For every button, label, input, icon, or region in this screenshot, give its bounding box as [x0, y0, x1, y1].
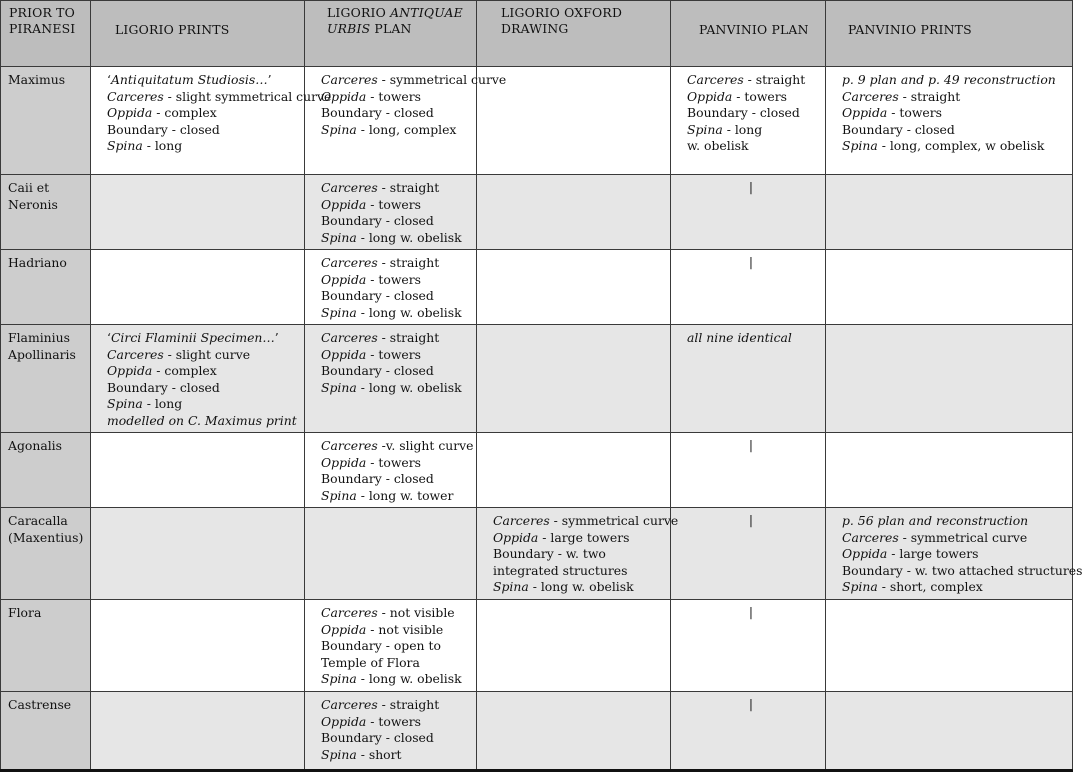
- italic-text: Spina: [842, 138, 878, 154]
- cell-line: [321, 330, 472, 347]
- cell-line: [321, 697, 472, 714]
- text-run: - long w. obelisk: [356, 671, 462, 687]
- text-run: - towers: [887, 105, 943, 121]
- cell-line: [321, 747, 472, 764]
- italic-text: Carceres: [321, 330, 378, 345]
- italic-text: Spina: [107, 396, 143, 412]
- table-row-caii-et-neronis: [1, 175, 1073, 250]
- cell-oxford-drawing: [477, 250, 671, 325]
- text-run: LIGORIO OXFORD DRAWING: [501, 5, 623, 36]
- text-run: Boundary - closed: [321, 213, 434, 229]
- text-run: - symmetrical curve: [377, 72, 507, 87]
- italic-text: Oppida: [321, 88, 367, 104]
- cell-line: [321, 488, 472, 505]
- cell-antiquae-urbis-plan: [305, 325, 477, 433]
- cell-line: [107, 330, 300, 347]
- row-label: Flora: [1, 600, 91, 692]
- italic-text: Spina: [842, 579, 878, 595]
- cell-antiquae-urbis-plan: [305, 175, 477, 250]
- header-ligorio-prints: [91, 1, 305, 67]
- italic-text: Carceres: [842, 529, 899, 545]
- italic-text: ANTIQUAE URBIS: [327, 5, 463, 36]
- cell-line: [107, 396, 300, 413]
- text-run: - not visible: [366, 621, 444, 637]
- italic-text: Carceres: [107, 88, 164, 104]
- text-run: - complex: [152, 363, 217, 379]
- text-run: - symmetrical curve: [898, 529, 1028, 545]
- text-run: Boundary - open to: [321, 638, 441, 654]
- cell-panvinio-plan: [671, 67, 826, 175]
- cell-line: [107, 105, 300, 122]
- cell-line: [321, 605, 472, 622]
- text-run: Boundary - closed: [687, 105, 800, 121]
- cell-line: [321, 180, 472, 197]
- cell-line: [321, 105, 472, 122]
- italic-text: Oppida: [321, 713, 367, 729]
- header-panvinio-prints: [826, 1, 1073, 67]
- cell-panvinio-plan: [671, 508, 826, 600]
- text-run: - not visible: [377, 605, 455, 620]
- italic-text: Carceres: [321, 697, 378, 712]
- italic-text: Oppida: [107, 105, 153, 121]
- text-run: -v. slight curve: [377, 438, 474, 453]
- text-run: - straight: [377, 697, 440, 712]
- text-run: Boundary - closed: [842, 121, 955, 137]
- cell-panvinio-prints: [826, 67, 1073, 175]
- text-run: - straight: [377, 255, 440, 270]
- cell-line: [842, 89, 1068, 106]
- text-run: - straight: [377, 330, 440, 345]
- text-run: - long w. obelisk: [356, 229, 462, 245]
- text-run: w. obelisk: [687, 138, 749, 154]
- text-run: - towers: [366, 271, 422, 287]
- cell-line: [493, 513, 679, 530]
- cell-antiquae-urbis-plan: [305, 692, 477, 771]
- italic-text: Spina: [493, 579, 529, 595]
- row-label: Maximus: [1, 67, 91, 175]
- italic-text: Carceres: [321, 255, 378, 270]
- text-run: - slight curve: [163, 346, 251, 362]
- cell-line: [687, 72, 821, 89]
- italic-text: modelled on C. Maximus print: [107, 412, 297, 428]
- italic-text: Oppida: [321, 621, 367, 637]
- cell-line: [321, 622, 472, 639]
- italic-text: Carceres: [493, 513, 550, 528]
- cell-line: [321, 714, 472, 731]
- table-row-flora: [1, 600, 1073, 692]
- cell-line: [321, 730, 472, 747]
- text-run: - short, complex: [877, 579, 983, 595]
- text-run: - long w. obelisk: [528, 579, 634, 595]
- header-panvinio-plan: [671, 1, 826, 67]
- cell-line: [687, 138, 821, 155]
- text-run: - long: [142, 396, 183, 412]
- cell-antiquae-urbis-plan: [305, 67, 507, 175]
- cell-line: [842, 122, 1068, 139]
- text-run: Boundary - closed: [107, 121, 220, 137]
- cell-ligorio-prints: [91, 67, 332, 175]
- italic-text: Oppida: [107, 363, 153, 379]
- cell-line: [321, 288, 472, 305]
- cell-line: [321, 438, 472, 455]
- italic-text: Spina: [321, 671, 357, 687]
- text-run: Temple of Flora: [321, 654, 420, 670]
- text-run: ’: [267, 72, 272, 87]
- table-row-caracalla: [1, 508, 1073, 600]
- text-run: PLAN: [370, 21, 412, 36]
- text-run: Boundary - closed: [107, 379, 220, 395]
- text-run: - large towers: [538, 529, 630, 545]
- cell-panvinio-plan: [671, 433, 826, 508]
- cell-line: [107, 138, 300, 155]
- cell-line: [321, 255, 472, 272]
- text-run: PRIOR TO PIRANESI: [9, 5, 76, 36]
- text-run: ’: [274, 330, 279, 345]
- text-run: Boundary - closed: [321, 471, 434, 487]
- cell-ligorio-prints: [91, 250, 305, 325]
- italic-text: p. 9 plan and p. 49 reconstruction: [842, 72, 1056, 87]
- row-label: Agonalis: [1, 433, 91, 508]
- cell-line: [107, 88, 332, 106]
- cell-oxford-drawing: [477, 600, 671, 692]
- text-run: - long: [722, 121, 763, 137]
- italic-text: Carceres: [687, 72, 744, 87]
- cell-antiquae-urbis-plan: [305, 600, 477, 692]
- text-run: - long w. obelisk: [356, 304, 462, 320]
- text-run: Boundary - closed: [321, 105, 434, 121]
- italic-text: Spina: [321, 304, 357, 320]
- row-label: Castrense: [1, 692, 91, 771]
- tick-mark: |: [748, 254, 754, 269]
- cell-line: [107, 413, 300, 430]
- text-run: LIGORIO PRINTS: [115, 22, 230, 37]
- text-run: - long w. tower: [356, 487, 454, 503]
- cell-panvinio-plan: [671, 325, 826, 433]
- text-run: - straight: [898, 88, 961, 104]
- italic-text: Carceres: [321, 180, 378, 195]
- cell-ligorio-prints: [91, 692, 305, 771]
- table-row-flaminius-apollinaris: [1, 325, 1073, 433]
- cell-panvinio-plan: [671, 175, 826, 250]
- italic-text: all nine identical: [687, 330, 792, 345]
- italic-text: Spina: [321, 121, 357, 137]
- cell-ligorio-prints: [91, 433, 305, 508]
- text-run: ‘: [107, 330, 111, 345]
- italic-text: Carceres: [107, 346, 164, 362]
- header-row: [1, 1, 1073, 67]
- italic-text: Carceres: [321, 605, 378, 620]
- cell-line: [321, 272, 472, 289]
- cell-ligorio-prints: [91, 508, 305, 600]
- table-row-castrense: [1, 692, 1073, 771]
- text-run: - towers: [366, 346, 422, 362]
- cell-panvinio-prints: [826, 600, 1073, 692]
- cell-antiquae-urbis-plan: [305, 508, 477, 600]
- text-run: Boundary - closed: [321, 730, 434, 746]
- cell-line: [321, 122, 472, 139]
- cell-line: [321, 197, 472, 214]
- text-run: - towers: [366, 88, 422, 104]
- cell-line: [321, 638, 472, 655]
- text-run: - towers: [366, 713, 422, 729]
- text-run: - long w. obelisk: [356, 379, 462, 395]
- cell-line: [842, 579, 1068, 596]
- cell-line: [107, 72, 300, 89]
- cell-line: [842, 562, 1082, 580]
- italic-text: Oppida: [321, 271, 367, 287]
- cell-oxford-drawing: [477, 508, 679, 600]
- cell-panvinio-plan: [671, 250, 826, 325]
- cell-line: [493, 530, 666, 547]
- text-run: ‘: [107, 72, 111, 87]
- cell-line: [321, 363, 472, 380]
- cell-line: [493, 579, 666, 596]
- italic-text: Oppida: [321, 346, 367, 362]
- table-row-maximus: [1, 67, 1073, 175]
- cell-line: [321, 89, 472, 106]
- italic-text: Antiquitatum Studiosis…: [110, 72, 268, 87]
- italic-text: Oppida: [321, 196, 367, 212]
- text-run: - short: [356, 746, 402, 762]
- text-run: PANVINIO PLAN: [699, 22, 809, 37]
- cell-line: [321, 471, 472, 488]
- text-run: - towers: [732, 88, 788, 104]
- cell-line: [321, 347, 472, 364]
- italic-text: Spina: [687, 121, 723, 137]
- text-run: - complex: [152, 105, 217, 121]
- cell-panvinio-prints: [826, 175, 1073, 250]
- header-prior-to-piranesi: [1, 1, 91, 67]
- cell-line: [687, 105, 821, 122]
- cell-line: [493, 546, 666, 563]
- cell-line: [321, 305, 472, 322]
- cell-line: [842, 546, 1068, 563]
- text-run: - slight symmetrical curve: [163, 88, 332, 104]
- cell-line: [842, 513, 1068, 530]
- text-run: - straight: [743, 72, 806, 87]
- italic-text: Oppida: [842, 546, 888, 562]
- cell-line: [321, 455, 472, 472]
- italic-text: Carceres: [842, 88, 899, 104]
- cell-panvinio-prints: [826, 250, 1073, 325]
- row-label: Flaminius Apollinaris: [1, 325, 91, 433]
- cell-line: [687, 89, 821, 106]
- text-run: LIGORIO: [327, 5, 391, 20]
- cell-line: [107, 363, 300, 380]
- cell-oxford-drawing: [477, 175, 671, 250]
- italic-text: Oppida: [842, 105, 888, 121]
- row-label: Hadriano: [1, 250, 91, 325]
- text-run: - towers: [366, 196, 422, 212]
- row-label: Caracalla (Maxentius): [1, 508, 91, 600]
- cell-panvinio-plan: [671, 692, 826, 771]
- text-run: - long, complex: [356, 121, 457, 137]
- cell-oxford-drawing: [477, 433, 671, 508]
- table-row-agonalis: [1, 433, 1073, 508]
- cell-line: [107, 347, 300, 364]
- tick-mark: |: [748, 512, 754, 527]
- cell-panvinio-prints: [826, 325, 1073, 433]
- cell-panvinio-prints: [826, 508, 1082, 600]
- cell-line: [107, 122, 300, 139]
- italic-text: Oppida: [493, 529, 539, 545]
- italic-text: Circi Flaminii Specimen…: [110, 330, 275, 345]
- cell-line: [321, 72, 507, 89]
- italic-text: Spina: [321, 379, 357, 395]
- cell-line: [321, 671, 472, 688]
- cell-ligorio-prints: [91, 325, 305, 433]
- cell-line: [842, 105, 1068, 122]
- text-run: - towers: [366, 454, 422, 470]
- cell-line: [107, 380, 300, 397]
- text-run: Boundary - closed: [321, 288, 434, 304]
- cell-line: [493, 563, 666, 580]
- cell-panvinio-prints: [826, 433, 1073, 508]
- cell-panvinio-prints: [826, 692, 1073, 771]
- text-run: - long, complex, w obelisk: [877, 138, 1045, 154]
- cell-line: [842, 138, 1068, 155]
- text-run: PANVINIO PRINTS: [848, 22, 972, 37]
- text-run: integrated structures: [493, 562, 628, 578]
- italic-text: Spina: [321, 487, 357, 503]
- italic-text: Oppida: [687, 88, 733, 104]
- text-run: - long: [142, 138, 183, 154]
- cell-ligorio-prints: [91, 175, 305, 250]
- tick-mark: |: [748, 179, 754, 194]
- header-ligorio-antiquae-urbis-plan: [305, 1, 477, 67]
- italic-text: p. 56 plan and reconstruction: [842, 513, 1029, 528]
- cell-line: [321, 213, 472, 230]
- text-run: - symmetrical curve: [549, 513, 679, 528]
- cell-ligorio-prints: [91, 600, 305, 692]
- text-run: Boundary - w. two attached structures: [842, 562, 1082, 578]
- cell-line: [842, 530, 1068, 547]
- italic-text: Oppida: [321, 454, 367, 470]
- cell-antiquae-urbis-plan: [305, 250, 477, 325]
- cell-line: [321, 655, 472, 672]
- cell-line: [842, 72, 1068, 89]
- table-row-hadriano: [1, 250, 1073, 325]
- italic-text: Carceres: [321, 72, 378, 87]
- cell-panvinio-plan: [671, 600, 826, 692]
- cell-line: [687, 122, 821, 139]
- cell-oxford-drawing: [477, 692, 671, 771]
- text-run: - straight: [377, 180, 440, 195]
- cell-line: [687, 330, 821, 347]
- row-label: Caii et Neronis: [1, 175, 91, 250]
- header-ligorio-oxford-drawing: [477, 1, 671, 67]
- tick-mark: |: [748, 437, 754, 452]
- cell-oxford-drawing: [477, 325, 671, 433]
- cell-line: [321, 380, 472, 397]
- italic-text: Carceres: [321, 438, 378, 453]
- tick-mark: |: [748, 696, 754, 711]
- italic-text: Spina: [321, 229, 357, 245]
- italic-text: Spina: [321, 746, 357, 762]
- cell-line: [321, 230, 472, 247]
- cell-antiquae-urbis-plan: [305, 433, 477, 508]
- text-run: Boundary - w. two: [493, 546, 606, 562]
- text-run: Boundary - closed: [321, 363, 434, 379]
- italic-text: Spina: [107, 138, 143, 154]
- text-run: - large towers: [887, 546, 979, 562]
- tick-mark: |: [748, 604, 754, 619]
